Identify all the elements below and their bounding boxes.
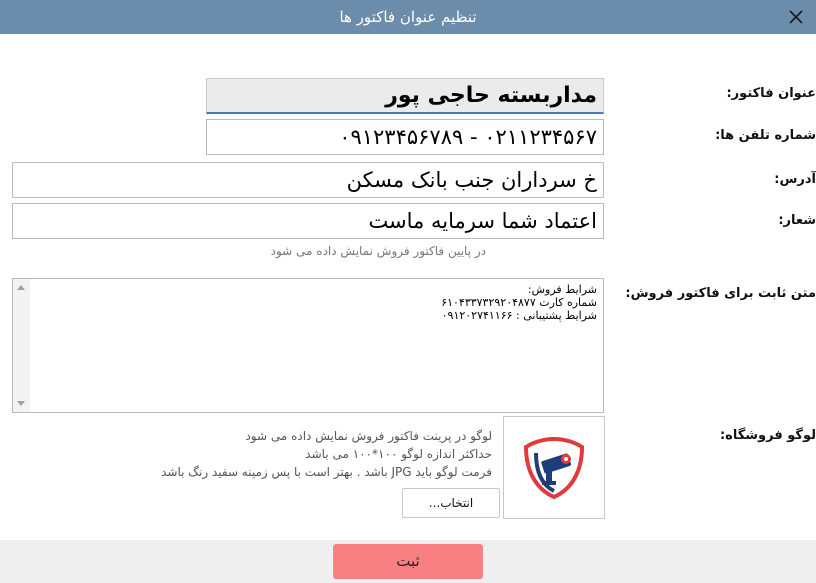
close-icon[interactable] <box>782 3 810 31</box>
slogan-label: شعار: <box>778 213 816 228</box>
security-camera-shield-logo <box>522 435 586 501</box>
logo-preview <box>503 416 605 519</box>
phones-label: شماره تلفن ها: <box>715 128 816 143</box>
fixed-text-line: شماره کارت ۶۱۰۴۳۳۷۳۲۹۲۰۴۸۷۷ <box>441 296 597 309</box>
logo-label: لوگو فروشگاه: <box>719 428 816 443</box>
scroll-up-icon[interactable] <box>17 285 25 290</box>
fixed-text-memo[interactable] <box>12 278 604 413</box>
fixed-text-line: شرایط فروش: <box>527 283 597 296</box>
scroll-down-icon[interactable] <box>17 401 25 406</box>
window-title: تنظیم عنوان فاکتور ها <box>339 8 477 26</box>
fixed-text-line: شرایط پشتیبانی : ۰۹۱۲۰۲۷۴۱۱۶۶ <box>441 309 597 322</box>
logo-note: لوگو در پرینت فاکتور فروش نمایش داده می شود <box>245 429 492 443</box>
choose-logo-button[interactable]: انتخاب... <box>402 488 500 518</box>
logo-note: فرمت لوگو باید JPG باشد . بهتر است با پس زمینه سفید رنگ باشد <box>161 465 492 479</box>
slogan-hint: در پایین فاکتور فروش نمایش داده می شود <box>270 244 486 258</box>
invoice-title-label: عنوان فاکتور: <box>726 86 816 101</box>
slogan-input[interactable]: اعتماد شما سرمایه ماست <box>12 203 604 239</box>
title-bar <box>0 0 816 34</box>
logo-note: حداکثر اندازه لوگو ۱۰۰*۱۰۰ می باشد <box>305 447 492 461</box>
save-button[interactable]: ثبت <box>333 544 483 579</box>
memo-scrollbar[interactable] <box>13 279 30 412</box>
fixed-text-lines <box>441 283 597 322</box>
phones-input[interactable]: ۰۲۱۱۲۳۴۵۶۷ - ۰۹۱۲۳۴۵۶۷۸۹ <box>206 119 604 155</box>
invoice-title-input[interactable]: مداربسته حاجی پور <box>206 78 604 114</box>
address-label: آدرس: <box>774 172 816 187</box>
logo-notes <box>161 427 492 481</box>
fixed-text-label: متن ثابت برای فاکتور فروش: <box>625 286 816 301</box>
address-input[interactable]: خ سرداران جنب بانک مسکن <box>12 162 604 198</box>
